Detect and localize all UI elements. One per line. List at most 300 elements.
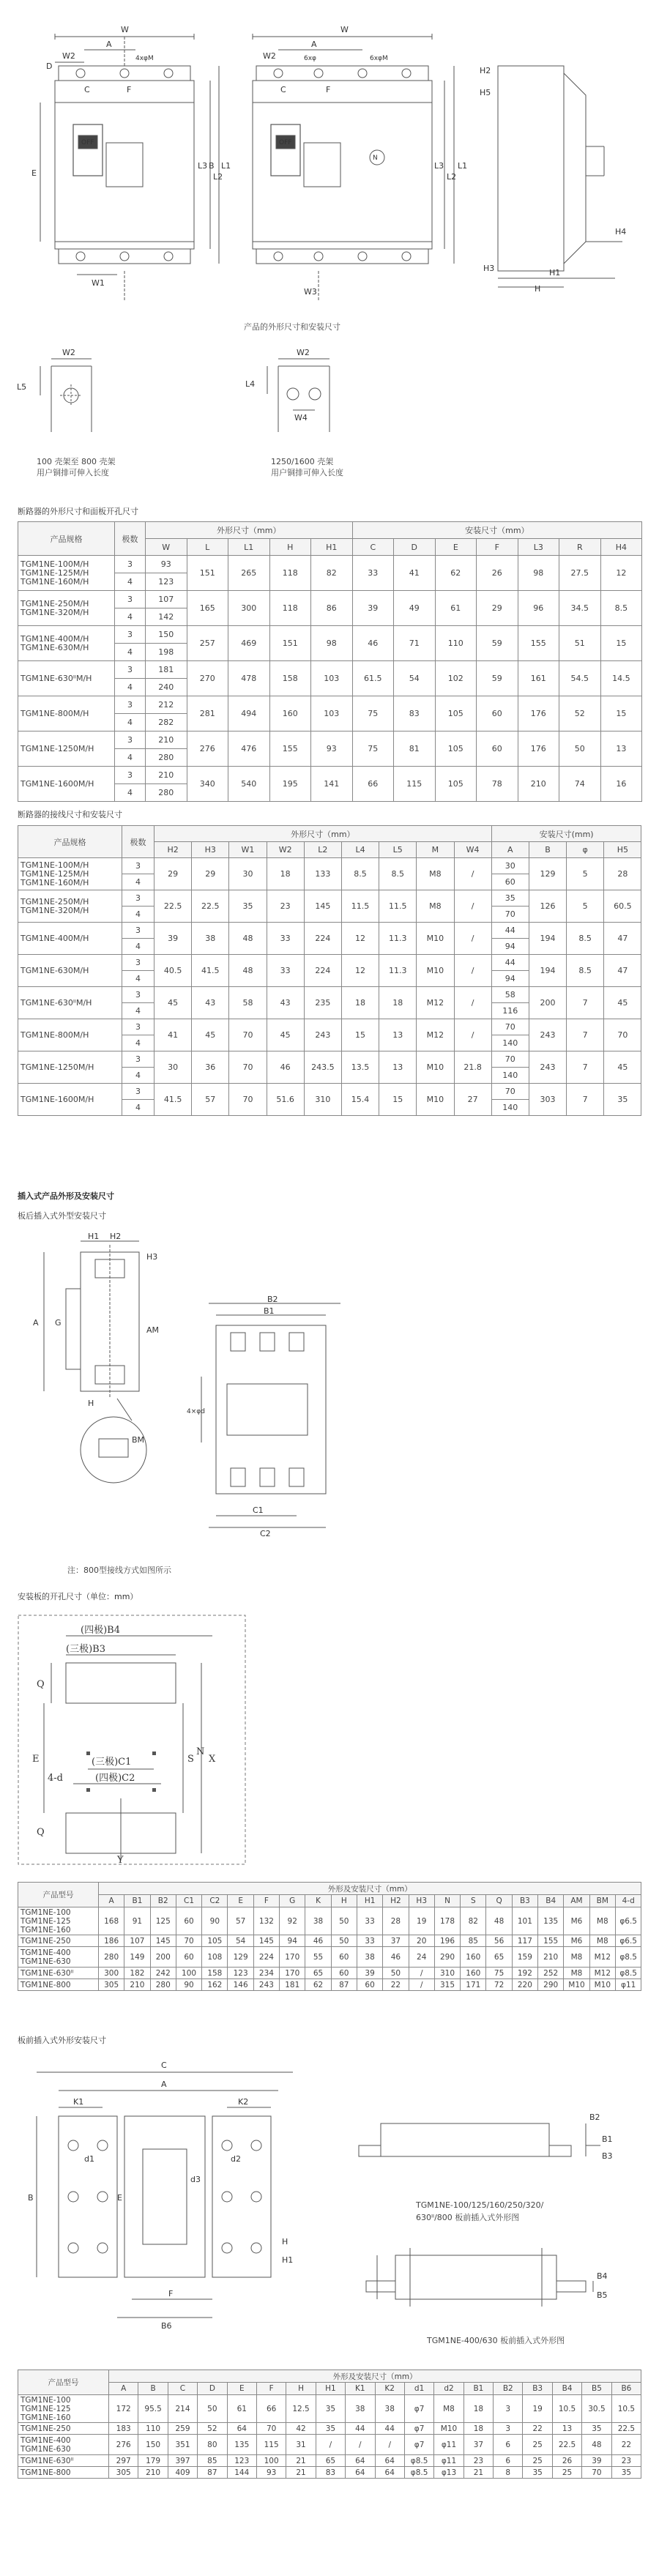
t2-L2: 224 (304, 955, 341, 987)
table4-cell: 64 (346, 2455, 375, 2467)
table3-model: TGM1NE-630ᴵᴵ (18, 1968, 99, 1979)
t1-H1: 103 (311, 696, 353, 732)
table3-cell: 33 (357, 1907, 382, 1935)
t2-H5: 60.5 (604, 890, 641, 923)
table4-cell: 6 (494, 2435, 523, 2455)
table4-cell: φ7 (404, 2423, 433, 2435)
table1-title: 断路器的外形尺寸和面板开孔尺寸 (18, 507, 138, 516)
table4-cell: 21 (286, 2455, 316, 2467)
t1-W: 282 (146, 714, 187, 732)
table2-title: 断路器的接线尺寸和安装尺寸 (18, 810, 122, 819)
table3-cell: φ6.5 (615, 1935, 641, 1947)
dim-W2: W2 (62, 51, 75, 61)
table4-col-15: B4 (552, 2383, 581, 2395)
t1-group-install: 安装尺寸（mm） (352, 522, 642, 539)
t4-header-model: 产品型号 (18, 2370, 109, 2395)
table4-cell: 12.5 (286, 2395, 316, 2423)
t2-W1: 30 (229, 858, 267, 890)
table3-cell: 101 (512, 1907, 537, 1935)
table4-col-16: B5 (582, 2383, 611, 2395)
table-row (18, 556, 642, 573)
table4-cell: φ11 (434, 2435, 463, 2455)
dim-E-plate: E (32, 1754, 40, 1765)
table4-cell: 22.5 (552, 2435, 581, 2455)
dim-Y-plate: Y (117, 1855, 124, 1866)
t1-L: 165 (187, 591, 228, 626)
t2-φ: 5 (567, 858, 604, 890)
dim-L3-4p: L3 (434, 161, 444, 171)
table3-cell: 129 (228, 1947, 253, 1968)
t2-poles: 4 (122, 1100, 154, 1116)
table3-cell: 60 (176, 1947, 201, 1968)
t1-model: TGM1NE-1600M/H (18, 767, 115, 802)
table4-cell: 23 (611, 2455, 641, 2467)
table4-col-17: B6 (611, 2383, 641, 2395)
t2-poles: 3 (122, 955, 154, 971)
outline-caption: 产品的外形尺寸和安装尺寸 (244, 322, 340, 332)
t2-L5: 13 (379, 1051, 417, 1084)
off-label-4p: OFF (279, 139, 292, 146)
table-row (18, 858, 641, 874)
t2-col-L5: L5 (379, 842, 417, 858)
table4-model: TGM1NE-400 TGM1NE-630 (18, 2435, 109, 2455)
t2-W2: 43 (267, 987, 304, 1019)
table4-col-0: A (109, 2383, 138, 2395)
t1-L3: 210 (518, 767, 559, 802)
t1-C: 66 (352, 767, 394, 802)
table3-cell: 117 (512, 1935, 537, 1947)
table4-col-2: C (168, 2383, 197, 2395)
table3-col-13: N (434, 1895, 460, 1907)
t2-L2: 243 (304, 1019, 341, 1051)
dim-S-plate: S (187, 1754, 194, 1765)
table4-cell: 115 (256, 2435, 286, 2455)
table3-cell: 108 (202, 1947, 228, 1968)
t2-A: 70 (491, 1019, 529, 1035)
t1-H1: 98 (311, 626, 353, 661)
t1-col-R: R (559, 539, 601, 556)
t2-poles: 3 (122, 923, 154, 939)
dim-K2-front: K2 (238, 2097, 249, 2107)
plugin-sub-title: 板后插入式外型安装尺寸 (18, 1211, 106, 1221)
t1-L3: 176 (518, 732, 559, 767)
table4-col-3: D (198, 2383, 227, 2395)
table4-cell: 64 (375, 2467, 404, 2479)
table3-cell: 315 (434, 1979, 460, 1991)
dim-d3-front: d3 (190, 2175, 201, 2184)
table3-cell: 300 (99, 1968, 124, 1979)
t1-header-model: 产品规格 (18, 522, 115, 556)
t1-col-H1: H1 (311, 539, 353, 556)
table3-cell: 28 (383, 1907, 409, 1935)
dim-L1: L1 (221, 161, 231, 171)
t1-F: 26 (477, 556, 518, 591)
t2-A: 140 (491, 1068, 529, 1084)
t2-A: 116 (491, 1003, 529, 1019)
table3-cell: φ6.5 (615, 1907, 641, 1935)
dim-C-front: C (161, 2061, 167, 2070)
t1-E: 110 (435, 626, 477, 661)
t2-model: TGM1NE-100M/H TGM1NE-125M/H TGM1NE-160M/H (18, 858, 122, 890)
table4-cell: 18 (463, 2423, 493, 2435)
busbar-right-drawing (242, 344, 388, 447)
busbar-left-drawing (11, 344, 157, 447)
table3-col-2: B2 (150, 1895, 176, 1907)
t1-E: 105 (435, 732, 477, 767)
t2-W2: 33 (267, 955, 304, 987)
dim-A: A (106, 40, 112, 49)
table3-col-10: H1 (357, 1895, 382, 1907)
t2-poles: 4 (122, 1003, 154, 1019)
t1-W: 150 (146, 626, 187, 644)
table4-cell: 21 (286, 2467, 316, 2479)
table-row (18, 2455, 641, 2467)
dim-4phid-plugin: 4×φd (187, 1408, 205, 1415)
table3-cell: 160 (461, 1947, 486, 1968)
table3-cell: 39 (357, 1968, 382, 1979)
table3-cell: 100 (176, 1968, 201, 1979)
table4-cell: 38 (346, 2395, 375, 2423)
table4-cell: 64 (227, 2423, 256, 2435)
table3-cell: 20 (409, 1935, 434, 1947)
t2-poles: 3 (122, 858, 154, 874)
t2-H3: 41.5 (192, 955, 229, 987)
table4-cell: 64 (346, 2467, 375, 2479)
table3-cell: 135 (538, 1907, 564, 1935)
table3-cell: 50 (331, 1907, 357, 1935)
t2-H2: 39 (154, 923, 192, 955)
dim-H2-plugin: H2 (110, 1232, 122, 1241)
t2-H2: 22.5 (154, 890, 192, 923)
t2-poles: 4 (122, 1035, 154, 1051)
table3-cell: 224 (253, 1947, 279, 1968)
table3-cell: 91 (124, 1907, 150, 1935)
dim-W2-4p: W2 (263, 51, 276, 61)
t1-R: 34.5 (559, 591, 601, 626)
t1-E: 105 (435, 696, 477, 732)
table4-col-4: E (227, 2383, 256, 2395)
t1-E: 61 (435, 591, 477, 626)
t2-poles: 4 (122, 907, 154, 923)
table3-cell: 50 (383, 1968, 409, 1979)
table4-cell: 70 (582, 2467, 611, 2479)
table4-cell: / (346, 2435, 375, 2455)
dim-L1-4p: L1 (458, 161, 468, 171)
table4-cell: / (375, 2435, 404, 2455)
t1-poles: 3 (115, 556, 146, 573)
mounting-plate-drawing (15, 1608, 249, 1872)
label-3pole-C1: (三极)C1 (92, 1757, 132, 1768)
table3-cell: 60 (176, 1907, 201, 1935)
table4-col-9: K2 (375, 2383, 404, 2395)
dim-Q-bottom: Q (37, 1827, 45, 1838)
t1-col-F: F (477, 539, 518, 556)
table4-cell: 100 (256, 2455, 286, 2467)
table3-col-16: B3 (512, 1895, 537, 1907)
table3-cell: 70 (176, 1935, 201, 1947)
t2-poles: 4 (122, 1068, 154, 1084)
table3-cell: 168 (99, 1907, 124, 1935)
left-busbar-note-2: 用户铜排可伸入长度 (37, 468, 109, 477)
t2-poles: 3 (122, 1051, 154, 1068)
t1-poles: 3 (115, 626, 146, 644)
table4-cell: / (316, 2435, 345, 2455)
t3-header-model: 产品型号 (18, 1883, 99, 1907)
table4-col-14: B3 (523, 2383, 552, 2395)
t1-group-outline: 外形尺寸（mm） (146, 522, 353, 539)
table3-cell: 125 (150, 1907, 176, 1935)
t2-H3: 22.5 (192, 890, 229, 923)
t2-H3: 29 (192, 858, 229, 890)
table4-cell: 10.5 (611, 2395, 641, 2423)
t1-C: 33 (352, 556, 394, 591)
t1-H1: 86 (311, 591, 353, 626)
front-plugin-dimension-table (18, 2370, 641, 2479)
t2-M: M12 (417, 987, 454, 1019)
dim-B: B (209, 161, 215, 171)
table3-cell: M8 (564, 1947, 589, 1968)
t2-H5: 28 (604, 858, 641, 890)
table4-cell: φ8.5 (404, 2455, 433, 2467)
table4-model: TGM1NE-630ᴵᴵ (18, 2455, 109, 2467)
label-3pole-B3: (三极)B3 (66, 1644, 105, 1655)
t2-W4: / (454, 987, 491, 1019)
dim-H1-plugin: H1 (88, 1232, 100, 1241)
t2-φ: 7 (567, 987, 604, 1019)
t1-H1: 82 (311, 556, 353, 591)
t1-W: 198 (146, 644, 187, 661)
t1-H1: 103 (311, 661, 353, 696)
table4-cell: 64 (375, 2455, 404, 2467)
table3-cell: 55 (305, 1947, 331, 1968)
table4-cell: 123 (227, 2455, 256, 2467)
t2-H2: 41 (154, 1019, 192, 1051)
table3-cell: 280 (150, 1979, 176, 1991)
t1-L3: 161 (518, 661, 559, 696)
t1-col-D: D (394, 539, 436, 556)
t1-F: 60 (477, 696, 518, 732)
table3-col-6: F (253, 1895, 279, 1907)
t1-col-C: C (352, 539, 394, 556)
dim-N-plate: N (196, 1746, 205, 1757)
t1-W: 93 (146, 556, 187, 573)
table3-cell: 62 (305, 1979, 331, 1991)
t2-poles: 4 (122, 874, 154, 890)
table3-cell: 65 (486, 1947, 512, 1968)
table3-cell: 60 (331, 1968, 357, 1979)
table3-cell: 54 (228, 1935, 253, 1947)
t2-φ: 7 (567, 1019, 604, 1051)
table3-cell: 87 (331, 1979, 357, 1991)
t2-H5: 47 (604, 955, 641, 987)
t1-C: 75 (352, 696, 394, 732)
table-row (18, 2435, 641, 2455)
t1-col-W: W (146, 539, 187, 556)
t2-model: TGM1NE-400M/H (18, 923, 122, 955)
table3-cell: 210 (124, 1979, 150, 1991)
table3-cell: 192 (512, 1968, 537, 1979)
t1-L: 276 (187, 732, 228, 767)
t2-A: 44 (491, 955, 529, 971)
t1-model: TGM1NE-630ᴵᴵM/H (18, 661, 115, 696)
table3-cell: 242 (150, 1968, 176, 1979)
t1-L1: 469 (228, 626, 270, 661)
table4-cell: M8 (434, 2395, 463, 2423)
table3-cell: 196 (434, 1935, 460, 1947)
t2-H5: 70 (604, 1019, 641, 1051)
t1-D: 71 (394, 626, 436, 661)
t2-H2: 41.5 (154, 1084, 192, 1116)
table4-cell: φ7 (404, 2395, 433, 2423)
table4-cell: 26 (552, 2455, 581, 2467)
t1-model: TGM1NE-250M/H TGM1NE-320M/H (18, 591, 115, 626)
table3-cell: 181 (280, 1979, 305, 1991)
table4-model: TGM1NE-100 TGM1NE-125 TGM1NE-160 (18, 2395, 109, 2423)
left-busbar-note-1: 100 壳架至 800 壳架 (37, 457, 116, 466)
t2-M: M8 (417, 890, 454, 923)
t1-R: 74 (559, 767, 601, 802)
t1-D: 41 (394, 556, 436, 591)
t2-W1: 35 (229, 890, 267, 923)
table3-cell: 220 (512, 1979, 537, 1991)
table3-cell: 46 (383, 1947, 409, 1968)
t1-H1: 141 (311, 767, 353, 802)
t1-poles: 4 (115, 573, 146, 591)
t1-F: 60 (477, 732, 518, 767)
table3-cell: 310 (434, 1968, 460, 1979)
t2-col-φ: φ (567, 842, 604, 858)
table3-cell: M8 (589, 1935, 615, 1947)
front-plugin-caption-1b: 630ᴵᴵ/800 板前插入式外形图 (416, 2213, 520, 2222)
t2-B: 194 (529, 923, 566, 955)
t2-col-H5: H5 (604, 842, 641, 858)
table-row (18, 923, 641, 939)
dim-W3-4p: W3 (304, 287, 317, 297)
dim-W: W (121, 25, 129, 34)
table4-cell: 48 (582, 2435, 611, 2455)
t2-W1: 48 (229, 923, 267, 955)
table4-cell: 66 (256, 2395, 286, 2423)
dim-D: D (46, 62, 53, 71)
table4-cell: 80 (198, 2435, 227, 2455)
dim-F: F (127, 85, 132, 94)
t1-col-H: H (269, 539, 311, 556)
table4-col-8: K1 (346, 2383, 375, 2395)
t1-L1: 476 (228, 732, 270, 767)
t1-D: 115 (394, 767, 436, 802)
t1-L3: 155 (518, 626, 559, 661)
table3-cell: 48 (486, 1907, 512, 1935)
t1-H: 158 (269, 661, 311, 696)
table3-cell: M12 (589, 1968, 615, 1979)
t2-header-poles: 极数 (122, 826, 154, 858)
t1-model: TGM1NE-100M/H TGM1NE-125M/H TGM1NE-160M/H (18, 556, 115, 591)
table4-cell: 259 (168, 2423, 197, 2435)
table4-cell: 35 (523, 2467, 552, 2479)
t2-poles: 3 (122, 1084, 154, 1100)
n-pole-label: N (373, 155, 378, 162)
dim-B5-side: B5 (597, 2290, 608, 2300)
dim-4xphiM: 4xφM (135, 55, 154, 62)
t2-W1: 58 (229, 987, 267, 1019)
table4-col-7: H1 (316, 2383, 345, 2395)
dim-d1-front: d1 (84, 2154, 94, 2164)
t2-W2: 23 (267, 890, 304, 923)
table3-col-17: B4 (538, 1895, 564, 1907)
table4-model: TGM1NE-250 (18, 2423, 109, 2435)
dim-W1: W1 (92, 278, 105, 288)
note-800-wiring: 注：800型接线方式如图所示 (67, 1566, 171, 1575)
dim-F-front: F (168, 2289, 174, 2298)
t2-W2: 18 (267, 858, 304, 890)
table3-cell: 90 (176, 1979, 201, 1991)
table-row (18, 1907, 641, 1935)
t2-A: 35 (491, 890, 529, 907)
t2-model: TGM1NE-800M/H (18, 1019, 122, 1051)
t2-L5: 13 (379, 1019, 417, 1051)
t1-W: 107 (146, 591, 187, 608)
table4-cell: 39 (582, 2455, 611, 2467)
table-row (18, 890, 641, 907)
table3-cell: 37 (383, 1935, 409, 1947)
t1-H1: 93 (311, 732, 353, 767)
t1-H4: 15 (600, 696, 642, 732)
table4-cell: φ8.5 (404, 2467, 433, 2479)
t2-H2: 45 (154, 987, 192, 1019)
t2-A: 30 (491, 858, 529, 874)
t1-F: 78 (477, 767, 518, 802)
t1-L1: 300 (228, 591, 270, 626)
dim-W2-busbar-r: W2 (297, 348, 310, 357)
table4-cell: 305 (109, 2467, 138, 2479)
front-view-4pole-drawing (231, 22, 472, 308)
table3-cell: M10 (564, 1979, 589, 1991)
table-row (18, 661, 642, 679)
table3-col-19: BM (589, 1895, 615, 1907)
t2-H5: 35 (604, 1084, 641, 1116)
table4-cell: 93 (256, 2467, 286, 2479)
t2-col-L2: L2 (304, 842, 341, 858)
t2-poles: 4 (122, 971, 154, 987)
table3-cell: 170 (280, 1947, 305, 1968)
table3-col-8: K (305, 1895, 331, 1907)
t1-L1: 478 (228, 661, 270, 696)
t1-W: 210 (146, 767, 187, 784)
table4-col-13: B2 (494, 2383, 523, 2395)
table3-col-20: 4-d (615, 1895, 641, 1907)
table4-cell: 44 (346, 2423, 375, 2435)
table3-cell: 155 (538, 1935, 564, 1947)
t2-model: TGM1NE-1600M/H (18, 1084, 122, 1116)
front-plugin-side-drawing-2 (337, 2233, 644, 2329)
t2-H3: 43 (192, 987, 229, 1019)
table4-cell: 110 (138, 2423, 168, 2435)
t2-col-W2: W2 (267, 842, 304, 858)
table3-col-3: C1 (176, 1895, 201, 1907)
dim-C: C (84, 85, 90, 94)
table4-cell: 172 (109, 2395, 138, 2423)
t1-H: 118 (269, 556, 311, 591)
table3-cell: 19 (409, 1907, 434, 1935)
dim-A-plugin: A (33, 1318, 39, 1328)
t1-H4: 13 (600, 732, 642, 767)
mounting-plate-title: 安装板的开孔尺寸（单位：mm） (18, 1592, 138, 1601)
t2-H2: 30 (154, 1051, 192, 1084)
t2-B: 129 (529, 858, 566, 890)
table4-cell: 85 (198, 2455, 227, 2467)
table3-cell: / (409, 1979, 434, 1991)
front-plugin-title: 板前插入式外形安装尺寸 (18, 2036, 106, 2045)
